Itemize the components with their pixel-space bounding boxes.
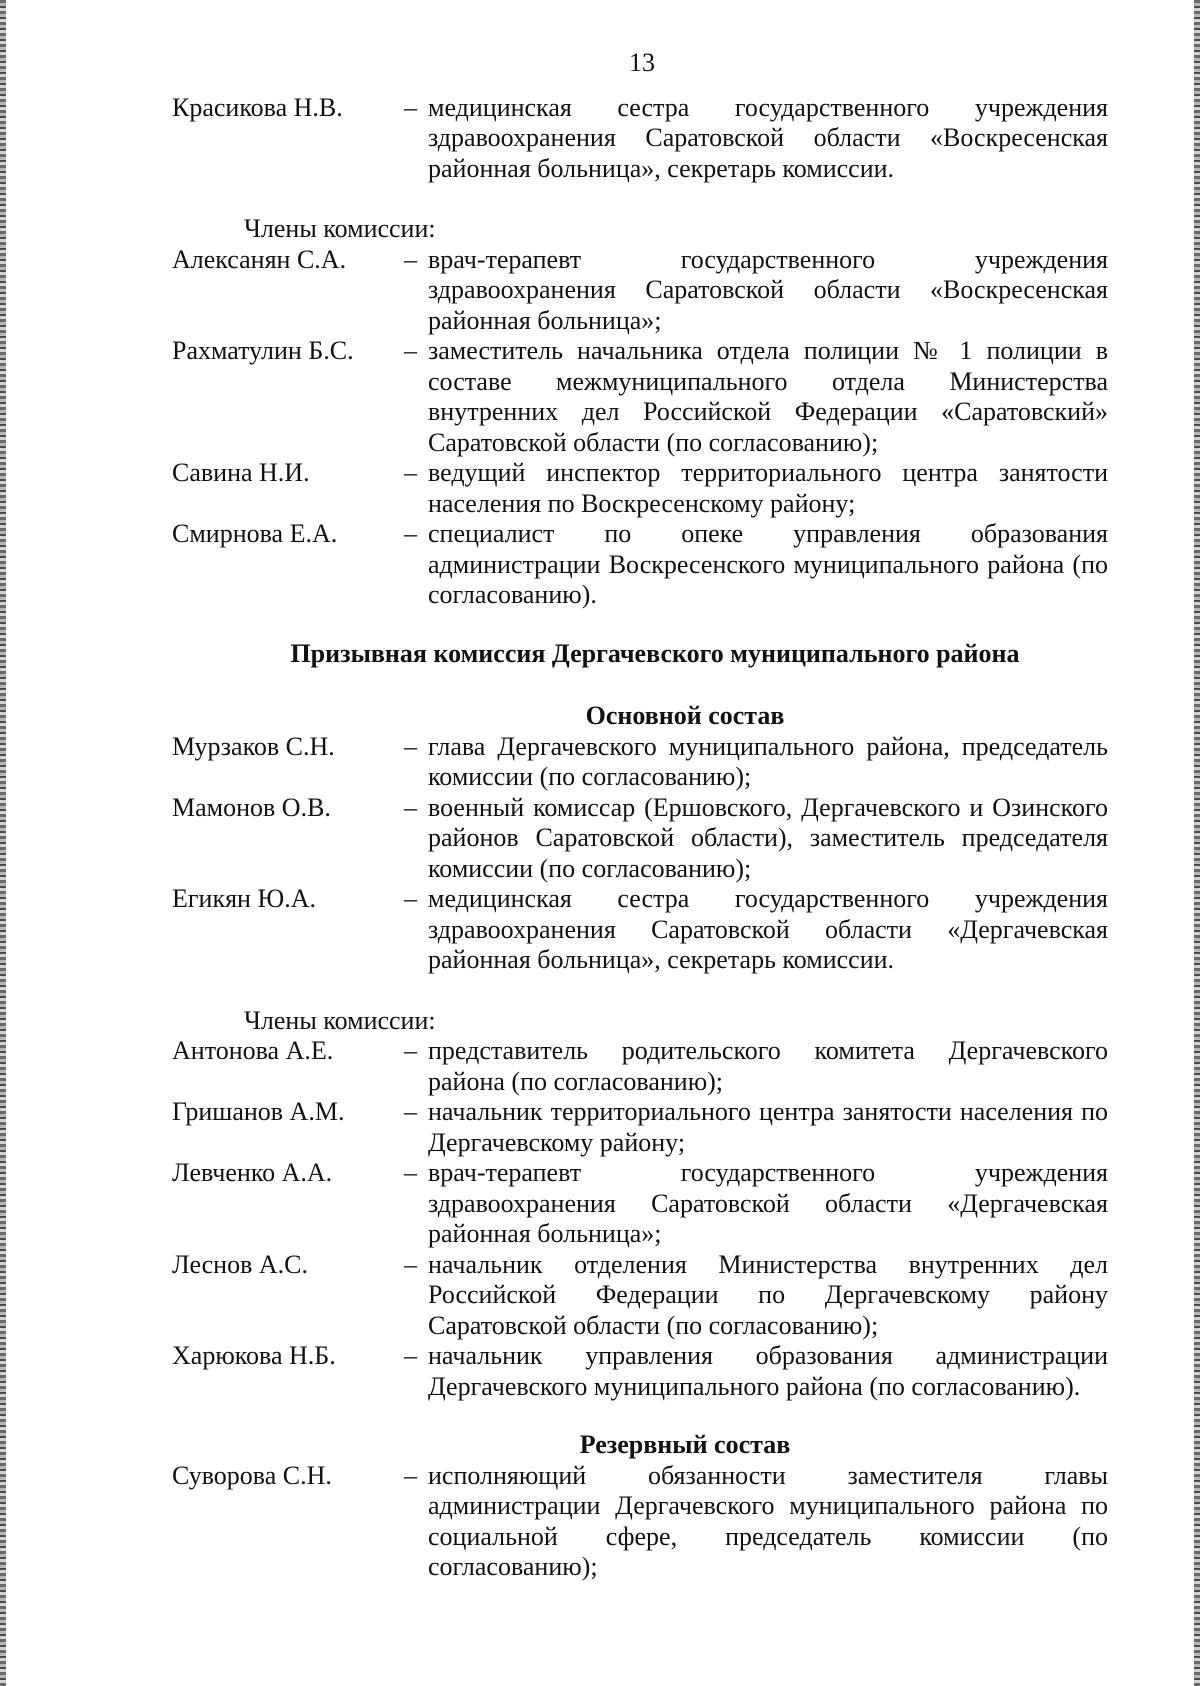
dash: – (404, 458, 417, 487)
person-entry (172, 732, 1108, 793)
person-entry (172, 1461, 1108, 1583)
person-position: специалист по опеке управления образования администрации Воскресенского муниципального района (по согласованию). (428, 519, 1108, 609)
person-name: Мурзаков С.Н. (172, 731, 335, 761)
person-position: врач-терапевт государственного учреждения здравоохранения Саратовской области «Дергачевская районная больница»; (428, 1158, 1108, 1248)
commission-title: Призывная комиссия Дергачевского муниципального района (290, 638, 1020, 668)
section-heading-reserve: Резервный состав (579, 1430, 791, 1459)
person-position: начальник территориального центра занятости населения по Дергачевскому району; (428, 1097, 1108, 1157)
person-name: Левченко А.А. (172, 1158, 333, 1187)
dash: – (404, 1097, 417, 1126)
dash: – (404, 1460, 417, 1490)
person-name: Егикян Ю.А. (172, 884, 316, 913)
dash: – (404, 1249, 417, 1279)
person-entry (172, 519, 1108, 611)
person-entry (172, 336, 1108, 458)
dash: – (404, 1341, 417, 1370)
scan-edge-right (1194, 0, 1200, 1686)
person-name: Гришанов А.М. (172, 1097, 345, 1126)
dash: – (404, 519, 417, 548)
dash: – (404, 336, 417, 365)
person-entry (172, 245, 1108, 337)
person-entry (172, 458, 1108, 519)
person-position: глава Дергачевского муниципального района, председатель комиссии (по согласованию); (428, 731, 1108, 791)
person-position: врач-терапевт государственного учреждения здравоохранения Саратовской области «Воскресенская районная больница»; (428, 244, 1108, 335)
person-position: ведущий инспектор территориального центра занятости населения по Воскресенскому району; (428, 458, 1108, 518)
page-number: 13 (629, 48, 655, 77)
document-page (172, 48, 1108, 1583)
person-entry (172, 1341, 1108, 1402)
person-name: Суворова С.Н. (172, 1460, 332, 1490)
person-name: Рахматулин Б.С. (172, 336, 354, 365)
section-heading-main: Основной состав (585, 701, 785, 730)
person-position: начальник отделения Министерства внутренних дел Российской Федерации по Дергачевскому району Саратовской области (по согласованию); (428, 1249, 1108, 1340)
members-label: Члены комиссии: (244, 214, 436, 243)
dash: – (404, 792, 417, 822)
person-position: медицинская сестра государственного учреждения здравоохранения Саратовской области «Дергачевская районная больница», секретарь комиссии. (428, 884, 1108, 974)
person-position: представитель родительского комитета Дергачевского района (по согласованию); (428, 1036, 1108, 1096)
person-name: Леснов А.С. (172, 1249, 308, 1279)
person-entry (172, 93, 1108, 185)
person-entry (172, 1097, 1108, 1158)
person-entry (172, 884, 1108, 976)
person-position: военный комиссар (Ершовского, Дергачевского и Озинского районов Саратовской области), заместитель председателя комиссии (по согласованию); (428, 792, 1108, 883)
person-position: заместитель начальника отдела полиции № 1 полиции в составе межмуниципального отдела Министерства внутренних дел Российской Федерации «Саратовский» Саратовской области (по согласованию); (428, 336, 1108, 457)
dash: – (404, 1036, 417, 1065)
dash: – (404, 1158, 417, 1187)
person-position: медицинская сестра государственного учреждения здравоохранения Саратовской области «Воскресенская районная больница», секретарь комиссии. (428, 92, 1108, 183)
person-name: Харюкова Н.Б. (172, 1341, 336, 1370)
person-name: Савина Н.И. (172, 458, 310, 487)
person-name: Смирнова Е.А. (172, 519, 338, 548)
members-label: Члены комиссии: (244, 1005, 436, 1035)
person-entry (172, 1158, 1108, 1250)
person-position: исполняющий обязанности заместителя главы администрации Дергачевского муниципального района по социальной сфере, председатель комиссии (по согласованию); (428, 1460, 1108, 1581)
dash: – (404, 884, 417, 913)
person-name: Мамонов О.В. (172, 792, 331, 822)
scan-edge-left (0, 0, 6, 1686)
person-entry (172, 793, 1108, 885)
dash: – (404, 731, 417, 761)
person-name: Алексанян С.А. (172, 244, 347, 274)
person-name: Антонова А.Е. (172, 1036, 334, 1065)
person-entry (172, 1250, 1108, 1342)
person-name: Красикова Н.В. (172, 92, 343, 122)
person-position: начальник управления образования администрации Дергачевского муниципального района (по согласованию). (428, 1341, 1108, 1401)
dash: – (404, 244, 417, 274)
dash: – (404, 92, 417, 122)
person-entry (172, 1036, 1108, 1097)
